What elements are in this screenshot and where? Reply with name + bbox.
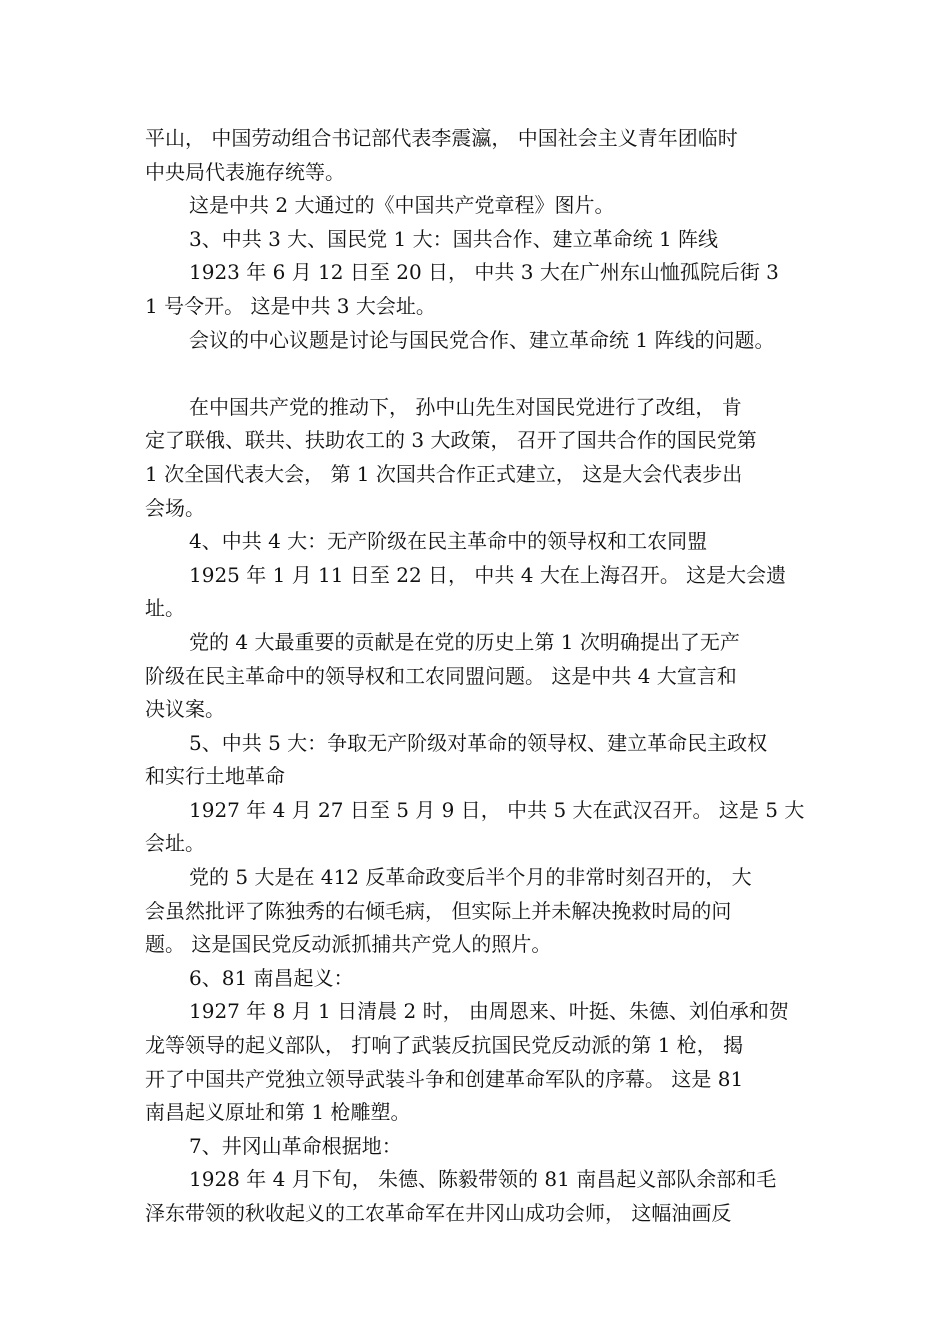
text-line: 1 次全国代表大会， 第 1 次国共合作正式建立， 这是大会代表步出	[145, 461, 743, 486]
text-line: 决议案。	[145, 697, 225, 722]
text-line: 址。	[145, 596, 185, 621]
document-page	[145, 122, 825, 1231]
text-line: 题。 这是国民党反动派抓捕共产党人的照片。	[145, 932, 552, 957]
text-line: 中央局代表施存统等。	[145, 159, 345, 184]
text-line: 泽东带领的秋收起义的工农革命军在井冈山成功会师， 这幅油画反	[145, 1201, 732, 1225]
text-line: 和实行土地革命	[145, 764, 285, 789]
text-line: 在中国共产党的推动下， 孙中山先生对国民党进行了改组， 肯	[189, 394, 742, 419]
text-line: 1927 年 4 月 27 日至 5 月 9 日， 中共 5 大在武汉召开。 这是 5 大	[189, 797, 805, 822]
text-line: 这是中共 2 大通过的《中国共产党章程》图片。	[189, 193, 615, 218]
text-line: 1923 年 6 月 12 日至 20 日， 中共 3 大在广州东山恤孤院后街 3	[189, 260, 779, 285]
text-line: 会址。	[145, 831, 205, 856]
text-line: 党的 5 大是在 412 反革命政变后半个月的非常时刻召开的， 大	[189, 865, 752, 890]
text-line: 平山， 中国劳动组合书记部代表李震瀛， 中国社会主义青年团临时	[145, 126, 738, 150]
text-line: 1 号令开。 这是中共 3 大会址。	[145, 293, 436, 318]
text-line: 1927 年 8 月 1 日清晨 2 时， 由周恩来、叶挺、朱德、刘伯承和贺	[189, 999, 789, 1024]
text-line: 南昌起义原址和第 1 枪雕塑。	[145, 1100, 411, 1125]
text-line: 阶级在民主革命中的领导权和工农同盟问题。 这是中共 4 大宣言和	[145, 663, 737, 688]
section-heading: 7、井冈山革命根据地：	[189, 1133, 402, 1158]
section-heading: 4、中共 4 大：无产阶级在民主革命中的领导权和工农同盟	[189, 529, 708, 554]
text-line: 定了联俄、联共、扶助农工的 3 大政策， 召开了国共合作的国民党第	[145, 428, 757, 453]
text-line: 1928 年 4 月下旬， 朱德、陈毅带领的 81 南昌起义部队余部和毛	[189, 1167, 777, 1192]
section-heading: 6、81 南昌起义：	[189, 965, 354, 990]
text-line: 会场。	[145, 495, 205, 520]
blank-line	[145, 357, 825, 391]
text-line: 1925 年 1 月 11 日至 22 日， 中共 4 大在上海召开。 这是大会遗	[189, 562, 787, 587]
text-line: 会虽然批评了陈独秀的右倾毛病， 但实际上并未解决挽救时局的问	[145, 898, 732, 923]
text-line: 开了中国共产党独立领导武装斗争和创建革命军队的序幕。 这是 81	[145, 1066, 744, 1091]
text-line: 会议的中心议题是讨论与国民党合作、建立革命统 1 阵线的问题。	[189, 327, 775, 352]
text-line: 龙等领导的起义部队， 打响了武装反抗国民党反动派的第 1 枪， 揭	[145, 1033, 744, 1058]
section-heading: 5、中共 5 大：争取无产阶级对革命的领导权、建立革命民主政权	[189, 730, 768, 755]
section-heading: 3、中共 3 大、国民党 1 大：国共合作、建立革命统 1 阵线	[189, 226, 719, 251]
text-line: 党的 4 大最重要的贡献是在党的历史上第 1 次明确提出了无产	[189, 629, 740, 654]
